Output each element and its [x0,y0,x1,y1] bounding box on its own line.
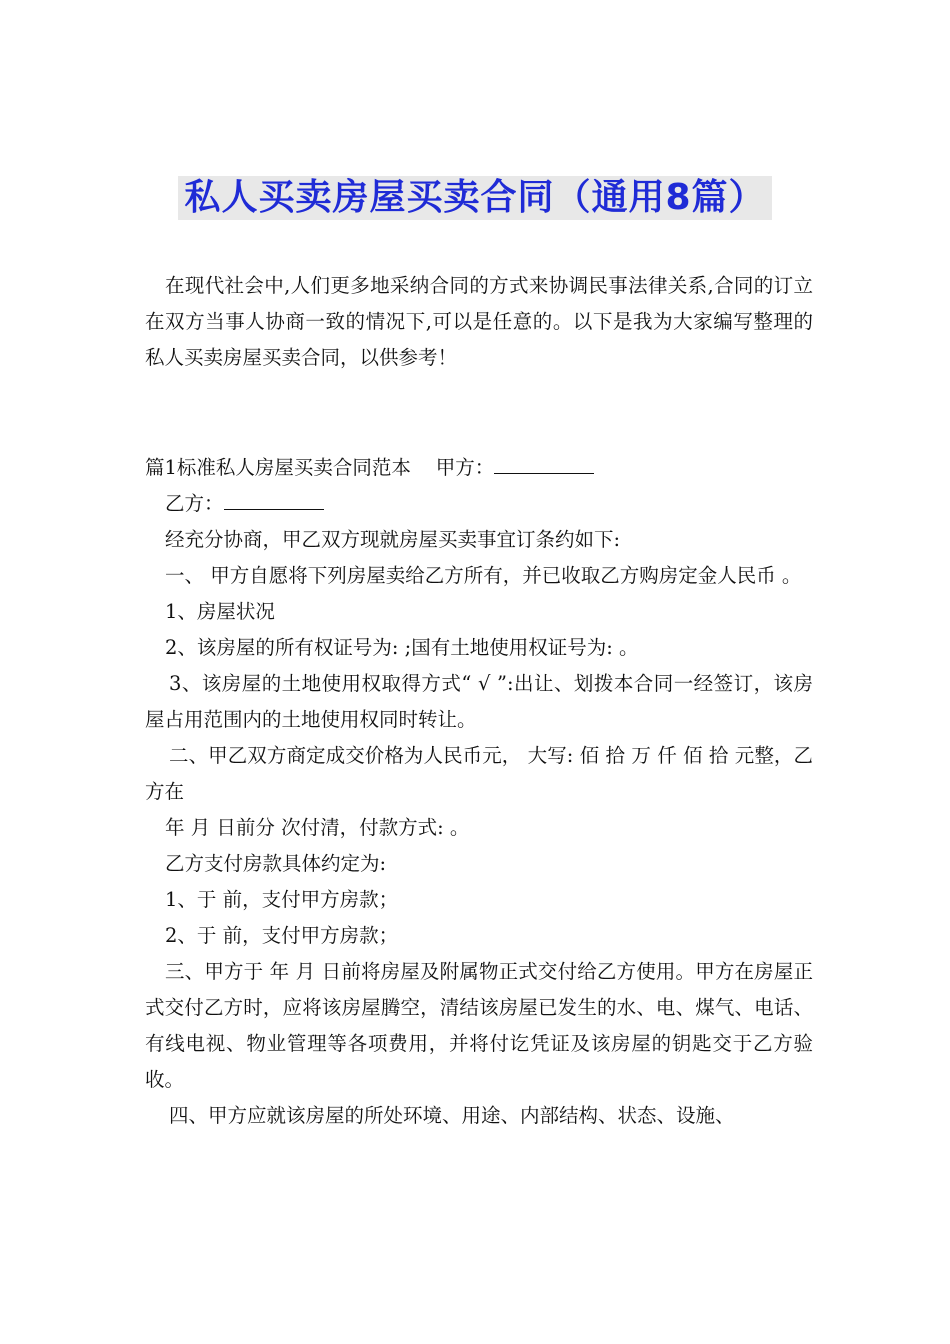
party-b-label: 乙方： [165,492,224,515]
contract-paragraph: 年 月 日前分 次付清，付款方式: 。 [165,816,470,839]
intro-section [145,268,813,376]
party-a-blank [494,453,594,474]
chapter-heading-line [145,450,813,486]
contract-paragraph: 1、房屋状况 [165,600,275,623]
contract-paragraph: 1、于 前，支付甲方房款； [165,888,399,911]
document-title: 私人买卖房屋买卖合同（通用8篇） [178,176,771,220]
contract-paragraph: 2、于 前，支付甲方房款； [165,924,399,947]
party-a-label: 甲方： [435,456,495,479]
contract-paragraph: 一、 甲方自愿将下列房屋卖给乙方所有，并已收取乙方购房定金人民币 。 [165,564,802,587]
intro-paragraph: 在现代社会中,人们更多地采纳合同的方式来协调民事法律关系,合同的订立在双方当事人协商一致的情况下,可以是任意的。以下是我为大家编写整理的私人买卖房屋买卖合同，以供参考！ [145,274,813,369]
contract-section [145,450,813,1134]
contract-paragraph: 经充分协商，甲乙双方现就房屋买卖事宜订条约如下: [165,528,621,551]
contract-paragraph: 二、甲乙双方商定成交价格为人民币元， 大写: 佰 拾 万 仟 佰 拾 元整，乙方在 [145,744,813,803]
chapter-heading: 篇1标准私人房屋买卖合同范本 [145,456,411,479]
contract-paragraph: 四、甲方应就该房屋的所处环境、用途、内部结构、状态、设施、 [169,1104,735,1127]
party-b-blank [224,489,324,510]
party-b-line [145,486,813,522]
contract-paragraph: 三、甲方于 年 月 日前将房屋及附属物正式交付给乙方使用。甲方在房屋正式交付乙方时，应将该房屋腾空，清结该房屋已发生的水、电、煤气、电话、有线电视、物业管理等各项费用，并将付讫凭证及该房屋的钥匙交于乙方验收。 [145,960,813,1091]
title-container [0,176,950,220]
contract-paragraph: 2、该房屋的所有权证号为: ;国有土地使用权证号为: 。 [165,636,639,659]
contract-paragraph: 乙方支付房款具体约定为: [165,852,387,875]
contract-paragraph: 3、该房屋的土地使用权取得方式“ √ ”:出让、划拨本合同一经签订，该房屋占用范围内的土地使用权同时转让。 [145,672,813,731]
